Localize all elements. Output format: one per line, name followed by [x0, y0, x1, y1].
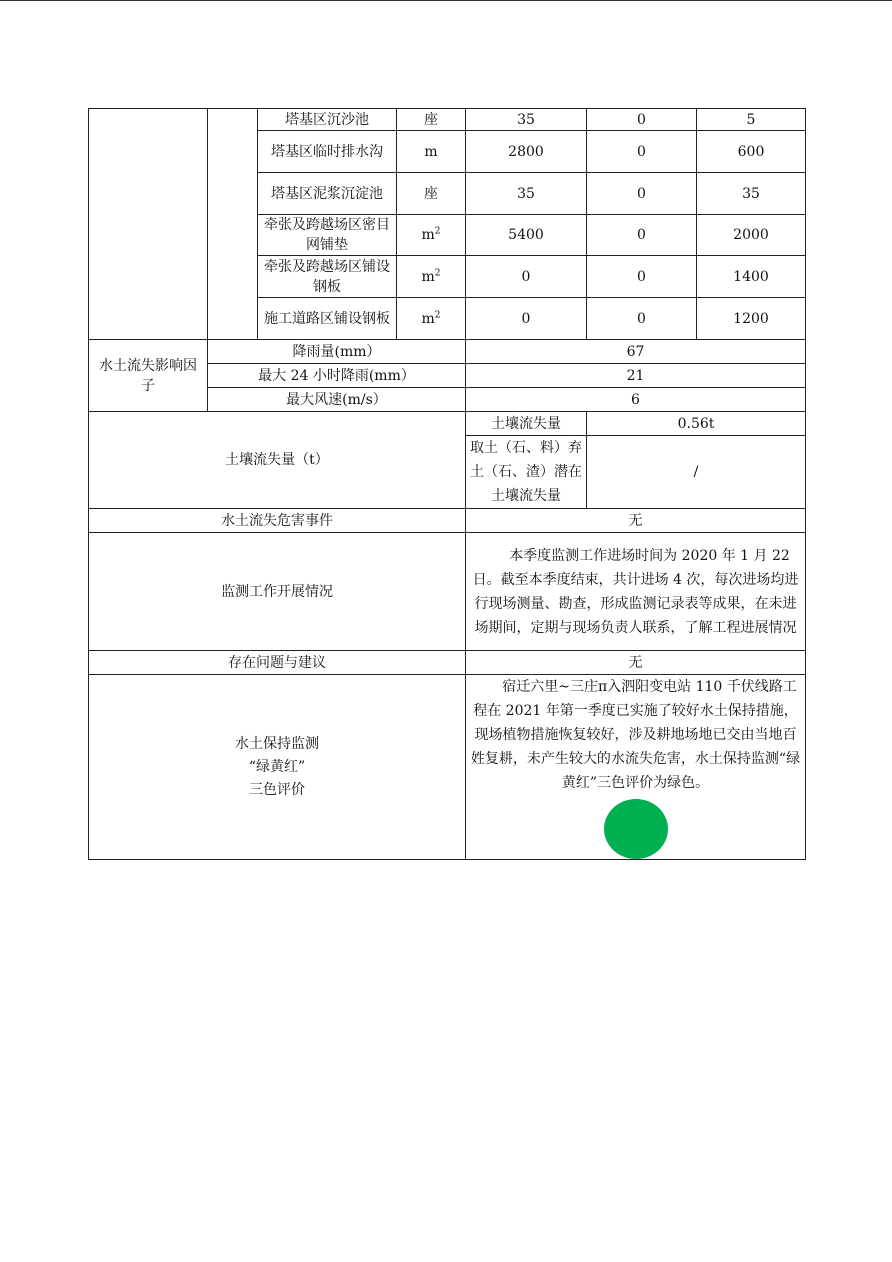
hazard-label: 水土流失危害事件 [89, 509, 466, 533]
issues-value: 无 [466, 651, 806, 675]
rainfall-label: 降雨量(mm） [208, 340, 466, 364]
soil-loss-sub2-value: / [587, 436, 806, 509]
measure-value-1: 0 [466, 256, 587, 298]
measure-unit: 座 [397, 109, 466, 131]
table-row [89, 109, 806, 131]
measure-name: 施工道路区铺设钢板 [258, 298, 397, 340]
work-text: 本季度监测工作进场时间为 2020 年 1 月 22 日。截至本季度结束，共计进场 4 次，每次进场均进行现场测量、勘查，形成监测记录表等成果，在未进场期间，定期与现场负责人联系，了解工程进展情况 [472, 547, 799, 636]
measure-value-1: 35 [466, 173, 587, 215]
measure-value-3: 1400 [697, 256, 806, 298]
measure-value-2: 0 [587, 109, 697, 131]
measure-value-2: 0 [587, 173, 697, 215]
table-row [89, 651, 806, 675]
measure-value-1: 0 [466, 298, 587, 340]
monitoring-table [88, 108, 806, 860]
measure-value-3: 1200 [697, 298, 806, 340]
measure-value-3: 35 [697, 173, 806, 215]
wind-value: 6 [466, 388, 806, 412]
evaluation-label-line: 三色评价 [249, 781, 305, 798]
table-row [89, 340, 806, 364]
blank-cell [208, 109, 258, 340]
soil-loss-label: 土壤流失量（t） [89, 412, 466, 509]
rainfall-value: 67 [466, 340, 806, 364]
measure-unit: m [397, 131, 466, 173]
evaluation-text: 宿迁六里~三庄π入泗阳变电站 110 千伏线路工程在 2021 年第一季度已实施了较好水土保持措施，现场植物措施恢复较好，涉及耕地场地已交由当地百姓复耕，未产生较大的水流失危害，水土保持监测“绿黄红”三色评价为绿色。 [470, 679, 801, 791]
evaluation-label-line: “绿黄红” [248, 758, 306, 775]
measure-unit: 座 [397, 173, 466, 215]
measure-value-2: 0 [587, 215, 697, 256]
measure-value-2: 0 [587, 256, 697, 298]
measure-value-1: 35 [466, 109, 587, 131]
measure-unit: $m^2$ [397, 298, 466, 340]
measure-name: 牵张及跨越场区铺设钢板 [258, 256, 397, 298]
hazard-value: 无 [466, 509, 806, 533]
evaluation-label [89, 675, 466, 860]
table-row [89, 675, 806, 860]
table-row [89, 533, 806, 651]
measure-value-3: 5 [697, 109, 806, 131]
measure-value-1: 2800 [466, 131, 587, 173]
evaluation-text-cell [466, 675, 806, 860]
measure-unit: $m^2$ [397, 215, 466, 256]
evaluation-label-line: 水土保持监测 [235, 735, 319, 752]
table-row [89, 412, 806, 436]
green-circle-indicator [604, 799, 668, 859]
max24-value: 21 [466, 364, 806, 388]
soil-loss-sub2-label: 取土（石、料）弃土（石、渣）潜在土壤流失量 [466, 436, 587, 509]
page-top-rule [0, 0, 892, 1]
measure-value-2: 0 [587, 131, 697, 173]
soil-loss-sub1-value: 0.56t [587, 412, 806, 436]
measure-name: 塔基区临时排水沟 [258, 131, 397, 173]
measure-value-1: 5400 [466, 215, 587, 256]
measure-name: 塔基区沉沙池 [258, 109, 397, 131]
blank-cell [89, 109, 208, 340]
work-text-cell [466, 533, 806, 651]
max24-label: 最大 24 小时降雨(mm） [208, 364, 466, 388]
measure-unit: $m^2$ [397, 256, 466, 298]
wind-label: 最大风速(m/s） [208, 388, 466, 412]
measure-name: 塔基区泥浆沉淀池 [258, 173, 397, 215]
measure-name: 牵张及跨越场区密目网铺垫 [258, 215, 397, 256]
measure-value-3: 2000 [697, 215, 806, 256]
measure-value-2: 0 [587, 298, 697, 340]
factors-label: 水土流失影响因子 [89, 340, 208, 412]
work-label: 监测工作开展情况 [89, 533, 466, 651]
issues-label: 存在问题与建议 [89, 651, 466, 675]
measure-value-3: 600 [697, 131, 806, 173]
table-row [89, 509, 806, 533]
soil-loss-sub1-label: 土壤流失量 [466, 412, 587, 436]
